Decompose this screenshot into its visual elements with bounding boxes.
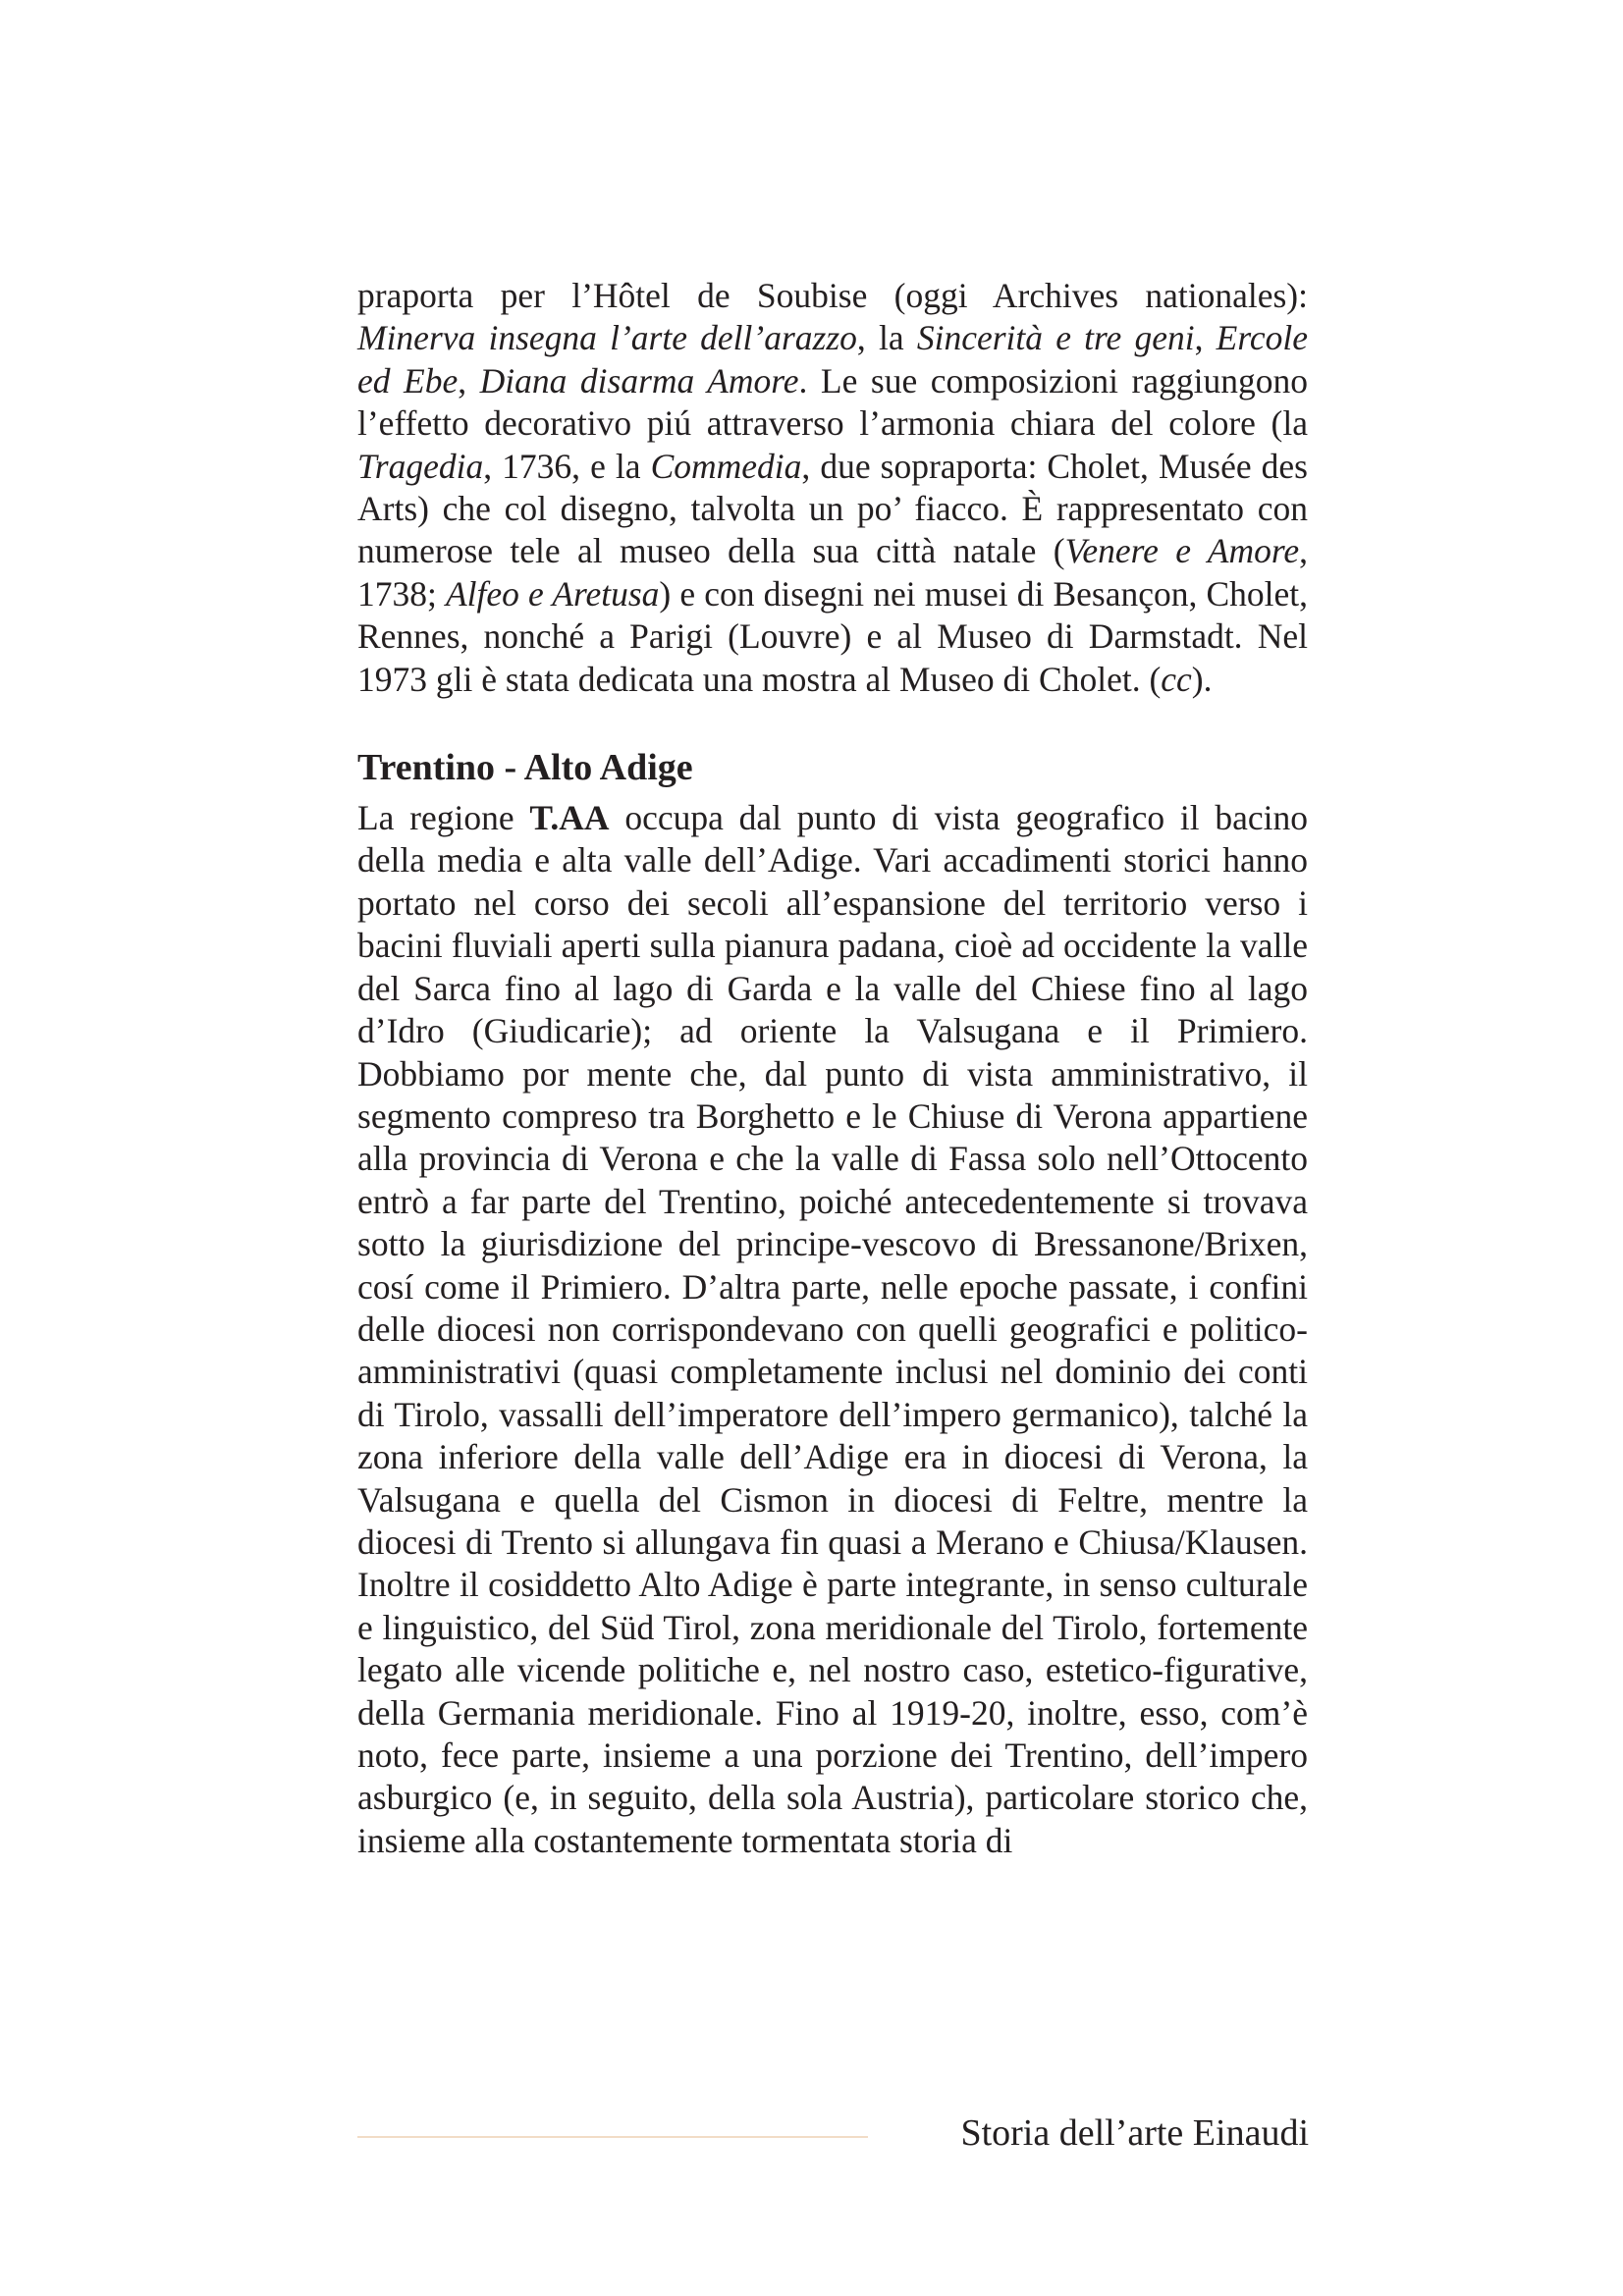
footer-rule [357, 2136, 868, 2138]
text-run: , due sopraporta: Cholet, Musée des Arts) che col disegno, talvolta un po’ fiacco. È rappresentato con numerose tele al museo della sua città natale ( [357, 446, 1308, 571]
italic-run: Venere e Amore [1064, 531, 1300, 571]
italic-run: Sincerità e tre geni [916, 318, 1195, 358]
text-run: praporta per l’Hôtel de Soubise (oggi Archives nationales): [357, 276, 1308, 315]
text-run: La regione [357, 798, 530, 838]
section-heading: Trentino - Alto Adige [357, 747, 693, 789]
italic-run: Diana disarma Amore [479, 360, 799, 400]
text-run: , 1738; [357, 531, 1308, 614]
text-run: , la [856, 318, 917, 358]
italic-run: Minerva insegna l’arte dell’arazzo [357, 318, 857, 358]
bold-run: T.AA [529, 798, 610, 838]
section-paragraph [357, 797, 1308, 1862]
text-run: , [458, 360, 480, 400]
text-run: occupa dal punto di vista geografico il bacino della media e alta valle dell’Adige. Vari accadimenti storici hanno portato nel corso dei secoli all’espansione del territorio verso i bacini fluviali aperti sulla pianura padana, cioè ad occidente la valle del Sarca fino al lago di Garda e la valle del Chiese fino al lago d’Idro (Giudicarie); ad oriente la Valsugana e il Primiero. Dobbiamo por mente che, dal punto di vista amministrativo, il segmento compreso tra Borghetto e le Chiuse di Verona appartiene alla provincia di Verona e che la valle di Fassa solo nell’Ottocento entrò a far parte del Trentino, poiché antecedentemente si trovava sotto la giurisdizione del principe-vescovo di Bressanone/Brixen, cosí come il Primiero. D’altra parte, nelle epoche passate, i confini delle diocesi non corrispondevano con quelli geografici e politico-amministrativi (quasi completamente inclusi nel dominio dei conti di Tirolo, vassalli dell’imperatore dell’impero germanico), talché la zona inferiore della valle dell’Adige era in diocesi di Verona, la Valsugana e quella del Cismon in diocesi di Feltre, mentre la diocesi di Trento si allungava fin quasi a Merano e Chiusa/Klausen. Inoltre il cosiddetto Alto Adige è parte integrante, in senso culturale e linguistico, del Süd Tirol, zona meridionale del Tirolo, fortemente legato alle vicende politiche e, nel nostro caso, estetico-figurative, della Germania meridionale. Fino al 1919-20, inoltre, esso, com’è noto, fece parte, insieme a una porzione dei Trentino, dell’impero asburgico (e, in seguito, della sola Austria), particolare storico che, insieme alla costantemente tormentata storia di [357, 798, 1309, 1860]
text-column [357, 275, 1308, 1862]
italic-run: Tragedia [357, 446, 484, 486]
text-run: . Le sue composizioni raggiungono l’effetto decorativo piú attraverso l’armonia chiara del colore (la [357, 360, 1308, 444]
italic-run: Commedia [650, 446, 802, 486]
intro-paragraph [357, 275, 1308, 701]
italic-run: cc [1161, 659, 1192, 699]
text-run: , 1736, e la [483, 446, 651, 486]
text-run: ). [1191, 659, 1213, 699]
text-run: , [1194, 318, 1217, 358]
text-run: ) e con disegni nei musei di Besançon, Cholet, Rennes, nonché a Parigi (Louvre) e al Museo di Darmstadt. Nel 1973 gli è stata dedicata una mostra al Museo di Cholet. ( [357, 573, 1308, 699]
italic-run: Ercole ed Ebe [357, 318, 1308, 400]
italic-run: Alfeo e Aretusa [446, 573, 660, 614]
footer-title: Storia dell’arte Einaudi [960, 2112, 1309, 2154]
